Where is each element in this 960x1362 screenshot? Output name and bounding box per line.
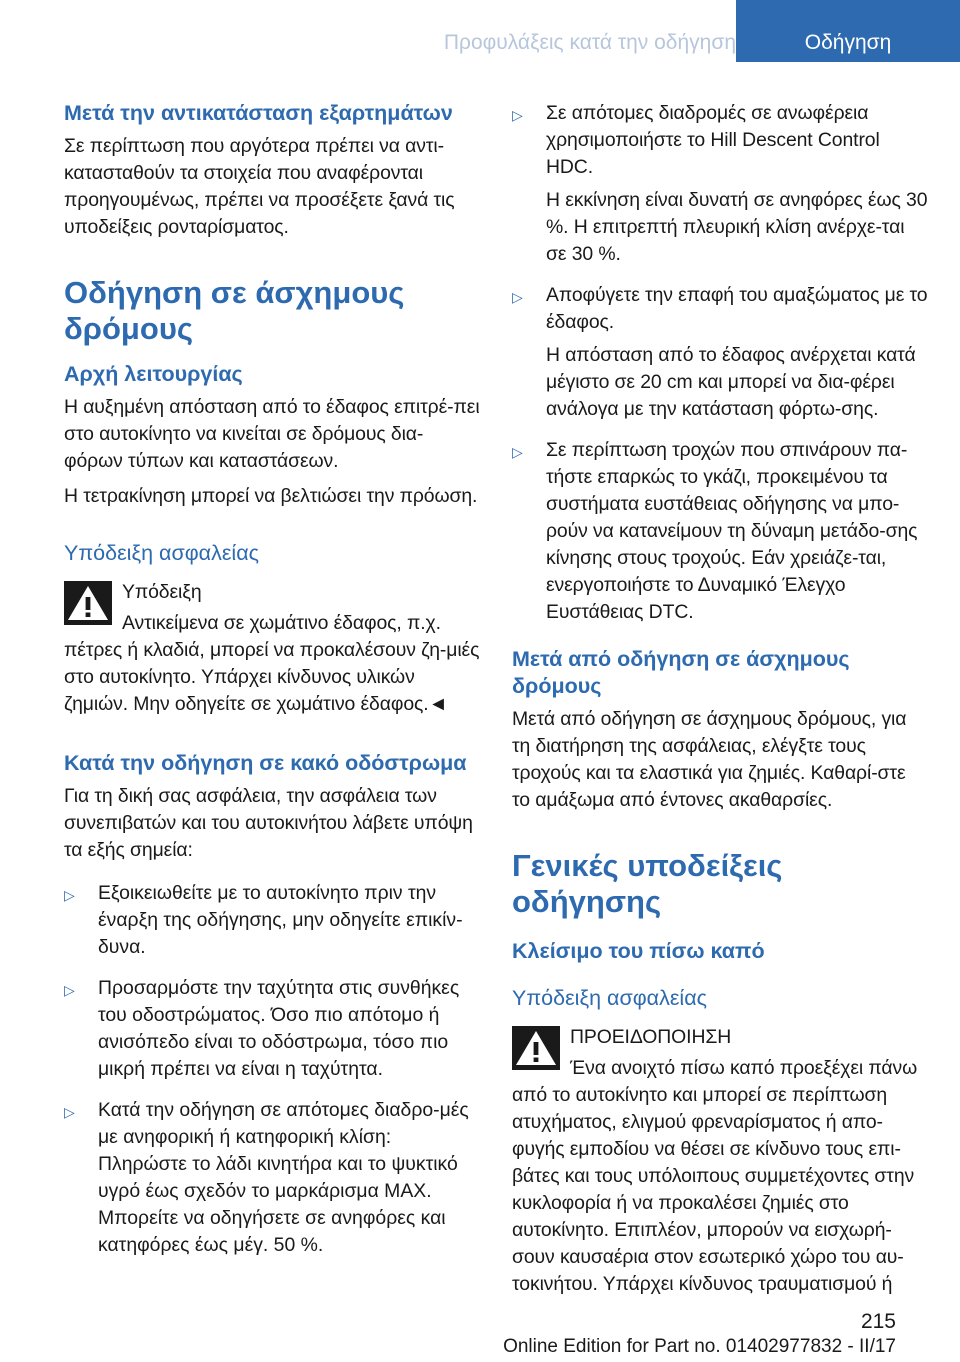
triangle-right-icon: ▷ (512, 107, 523, 123)
triangle-right-icon: ▷ (64, 1104, 75, 1120)
paragraph-bad-road: Για τη δική σας ασφάλεια, την ασφάλεια των συνεπιβατών και του αυτοκινήτου λάβετε υπόψη τα εξής σημεία: (64, 785, 473, 861)
warning-text: Ένα ανοιχτό πίσω καπό προεξέχει πάνω από το αυτοκίνητο και μπορεί σε περίπτωση ατυχήματος, ελιγμού φρεναρίσματος ή απο-φυγής εμποδίου να θέσει σε κίνδυνο τους επι-βάτες και τους υπόλοιπους συμμετέχοντες στην κυκλοφορία ή να προκαλέσει ζημιές στο αυτοκίνητο. Επιπλέον, μπορούν να εισχωρή-σουν καυσαέρια στον εσωτερικό χώρο του αυ-τοκινήτου. Υπάρχει κίνδυνος τραυματισμού ή (512, 1057, 918, 1295)
list-item: ▷ Εξοικειωθείτε με το αυτοκίνητο πριν την έναρξη της οδήγησης, μην οδηγείτε επικίν-δυνα. (64, 882, 463, 958)
triangle-right-icon: ▷ (64, 887, 75, 903)
heading-after-replacement: Μετά την αντικατάσταση εξαρτημάτων (64, 101, 453, 125)
chapter-tab: Οδήγηση (736, 0, 960, 62)
heading-general-hints: Γενικές υποδείξεις οδήγησης (512, 848, 783, 919)
left-column (64, 100, 480, 1273)
list-item: ▷ Σε απότομες διαδρομές σε ανωφέρεια χρησιμοποιήστε το Hill Descent Control HDC. Η εκκίνηση είναι δυνατή σε ανηφόρες έως 30 %. Η επιτρεπτή πλευρική κλίση ανέρχε-ται σε 30 %. (512, 102, 928, 265)
section-title: Προφυλάξεις κατά την οδήγηση (443, 31, 736, 54)
paragraph-after-replacement: Σε περίπτωση που αργότερα πρέπει να αντι-κατασταθούν τα στοιχεία που αναφέρονται προηγουμένως, πρέπει να προσέξετε ξανά τις υποδείξεις ρονταρίσματος. (64, 135, 455, 238)
triangle-right-icon: ▷ (64, 982, 75, 998)
list-item: ▷ Αποφύγετε την επαφή του αμαξώματος με το έδαφος. Η απόσταση από το έδαφος ανέρχεται κατά μέγιστο σε 20 cm και μπορεί να δια-φέρει ανάλογα με την κατάσταση φόρτω-σης. (512, 284, 928, 420)
paragraph-principle-2: Η τετρακίνηση μπορεί να βελτιώσει την πρόωση. (64, 485, 478, 507)
warning-title: ΠΡΟΕΙΔΟΠΟΙΗΣΗ (570, 1026, 732, 1048)
right-column (512, 100, 928, 1316)
list-item: ▷ Σε περίπτωση τροχών που σπινάρουν πα-τήστε επαρκώς το γκάζι, προκειμένου τα συστήματα ευστάθειας οδήγησης να μπο-ρούν να κατανείμουν τη δύναμη μετάδο-σης κίνησης στους τροχούς. Εάν χρειάζε-ται, ενεργοποιήστε το Δυναμικό Έλεγχο Ευστάθειας DTC. (512, 439, 918, 623)
edition-line: Online Edition for Part no. 01402977832 - II/17 (503, 1336, 896, 1357)
triangle-right-icon: ▷ (512, 444, 523, 460)
paragraph-after-rough: Μετά από οδήγηση σε άσχημους δρόμους, για τη διατήρηση της ασφάλειας, ελέγξτε τους τροχούς και τα ελαστικά για ζημιές. Καθαρί-στε το αμάξωμα από έντονες ακαθαρσίες. (512, 708, 907, 811)
heading-principle: Αρχή λειτουργίας (64, 362, 243, 386)
triangle-right-icon: ▷ (512, 289, 523, 305)
heading-safety-note: Υπόδειξη ασφαλείας (64, 541, 259, 565)
bullet-list-right (512, 100, 928, 626)
list-item: ▷ Προσαρμόστε την ταχύτητα στις συνθήκες του οδοστρώματος. Όσο πιο απότομο ή ανισόπεδο είναι το οδόστρωμα, τόσο πιο μικρή πρέπει να είναι η ταχύτητα. (64, 977, 460, 1080)
heading-trunk: Κλείσιμο του πίσω καπό (512, 939, 765, 963)
warning-triangle-icon (64, 581, 112, 625)
page-footer (0, 1310, 960, 1362)
warning-note (64, 579, 480, 718)
page-header (0, 0, 960, 62)
warning-title: Υπόδειξη (122, 581, 202, 603)
heading-bad-road: Κατά την οδήγηση σε κακό οδόστρωμα (64, 751, 467, 775)
warning-note-2 (512, 1024, 928, 1298)
page-number: 215 (860, 1310, 896, 1333)
paragraph-principle-1: Η αυξημένη απόσταση από το έδαφος επιτρέ-πει στο αυτοκίνητο να κινείται σε δρόμους δια-φόρων τύπων και καταστάσεων. (64, 396, 480, 472)
bullet-list-left (64, 880, 480, 1259)
heading-rough-roads: Οδήγηση σε άσχημους δρόμους (64, 275, 405, 346)
list-item: ▷ Κατά την οδήγηση σε απότομες διαδρο-μές με ανηφορική ή κατηφορική κλίση: Πληρώστε το λάδι κινητήρα και το ψυκτικό υγρό έως σχεδόν το μαρκάρισμα MAX. Μπορείτε να οδηγήσετε σε ανηφόρες και κατηφόρες έως μέγ. 50 %. (64, 1099, 469, 1256)
heading-safety-note-2: Υπόδειξη ασφαλείας (512, 986, 707, 1010)
warning-text: Αντικείμενα σε χωμάτινο έδαφος, π.χ. πέτρες ή κλαδιά, μπορεί να προκαλέσουν ζη-μιές στο αυτοκίνητο. Υπάρχει κίνδυνος υλικών ζημιών. Μην οδηγείτε σε χωμάτινο έδαφος.◄ (64, 612, 480, 715)
heading-after-rough: Μετά από οδήγηση σε άσχημους δρόμους (512, 647, 850, 698)
warning-triangle-icon (512, 1026, 560, 1070)
